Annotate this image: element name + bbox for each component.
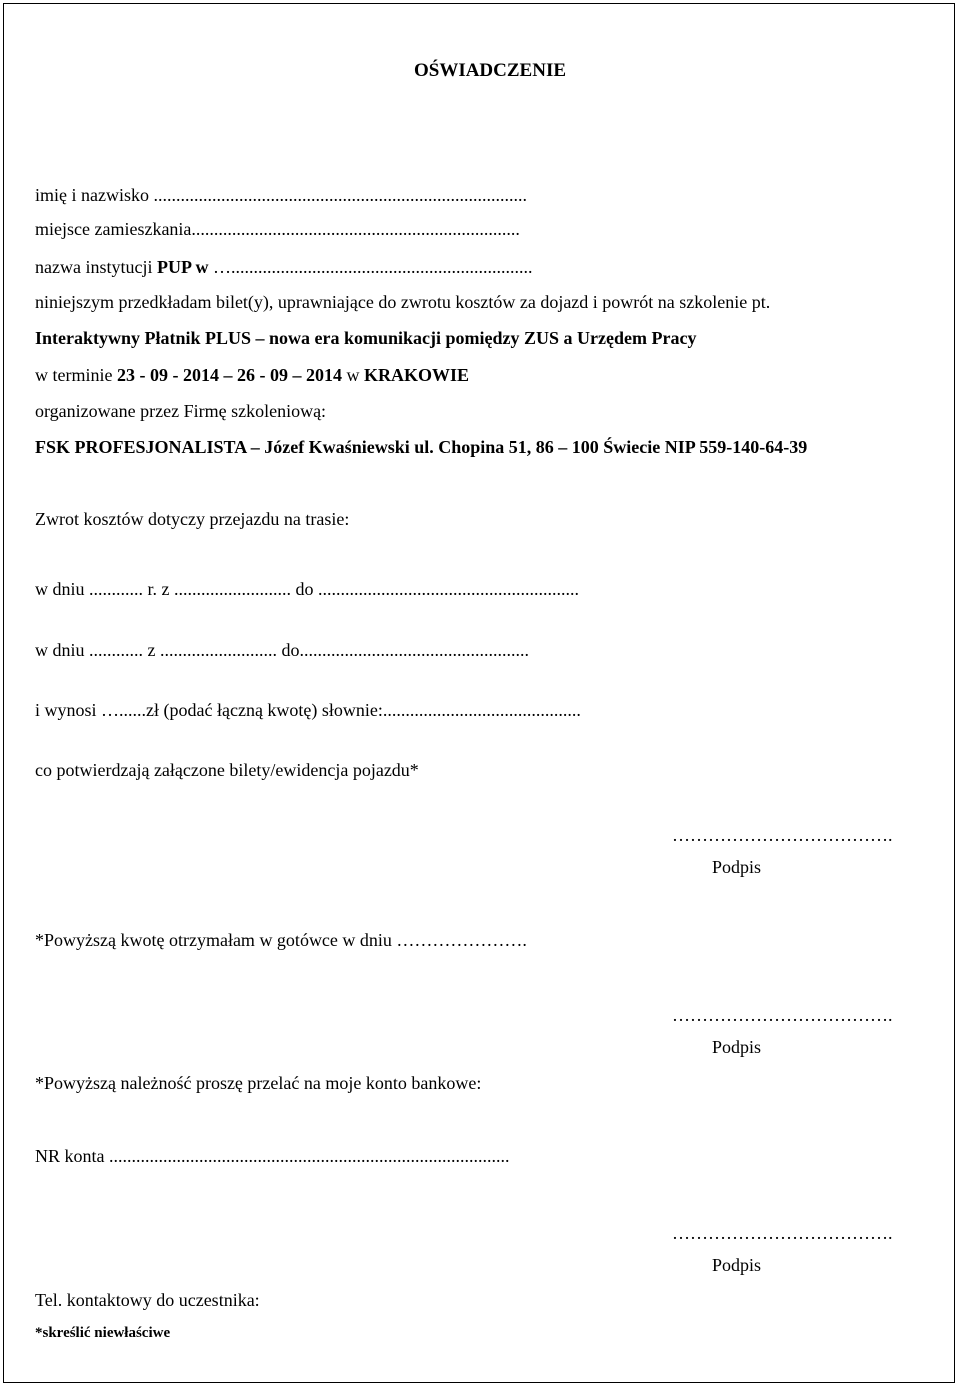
signature-dots-2: ………………………………. bbox=[672, 1005, 893, 1025]
institution-line bbox=[35, 256, 532, 278]
institution-dots: …................................................................... bbox=[212, 257, 533, 277]
name-line: imię i nazwisko ................................................................................... bbox=[35, 185, 527, 205]
signature-dots-3: ………………………………. bbox=[672, 1223, 893, 1243]
signature-label-2: Podpis bbox=[712, 1037, 762, 1057]
amount-line: i wynosi …......zł (podać łączną kwotę) słownie:............................................ bbox=[35, 700, 581, 720]
organized-line: organizowane przez Firmę szkoleniową: bbox=[35, 401, 327, 421]
course-title: Interaktywny Płatnik PLUS – nowa era komunikacji pomiędzy ZUS a Urzędem Pracy bbox=[35, 328, 697, 348]
signature-dots-1: ………………………………. bbox=[672, 825, 893, 845]
term-line bbox=[35, 364, 469, 386]
term-dates: 23 - 09 - 2014 – 26 - 09 – 2014 bbox=[116, 365, 342, 385]
institution-name: PUP w bbox=[156, 257, 213, 277]
signature-label-3: Podpis bbox=[712, 1255, 762, 1275]
refund-line: Zwrot kosztów dotyczy przejazdu na trasie: bbox=[35, 509, 350, 529]
transfer-line: *Powyższą należność proszę przelać na moje konto bankowe: bbox=[35, 1073, 482, 1093]
term-city: KRAKOWIE bbox=[363, 365, 469, 385]
document-title: OŚWIADCZENIE bbox=[413, 60, 567, 81]
submit-line: niniejszym przedkładam bilet(y), uprawniające do zwrotu kosztów za dojazd i powrót na szkolenie pt. bbox=[35, 292, 771, 312]
trip-line-2: w dniu ............ z .......................... do................................................... bbox=[35, 640, 529, 660]
institution-label: nazwa instytucji bbox=[35, 257, 157, 277]
term-w: w bbox=[341, 365, 364, 385]
residence-line: miejsce zamieszkania......................................................................... bbox=[35, 219, 520, 239]
footnote: *skreślić niewłaściwe bbox=[35, 1325, 171, 1341]
page-border bbox=[3, 3, 955, 1383]
company-line: FSK PROFESJONALISTA – Józef Kwaśniewski ul. Chopina 51, 86 – 100 Świecie NIP 559-140-64-39 bbox=[35, 437, 808, 457]
signature-label-1: Podpis bbox=[712, 857, 762, 877]
account-line: NR konta ......................................................................................... bbox=[35, 1146, 510, 1166]
confirm-line: co potwierdzają załączone bilety/ewidencja pojazdu* bbox=[35, 760, 419, 780]
phone-line: Tel. kontaktowy do uczestnika: bbox=[35, 1290, 260, 1310]
cash-line: *Powyższą kwotę otrzymałam w gotówce w dniu …………………. bbox=[35, 930, 527, 950]
trip-line-1: w dniu ............ r. z .......................... do .......................................................... bbox=[35, 579, 579, 599]
term-label: w terminie bbox=[35, 365, 117, 385]
